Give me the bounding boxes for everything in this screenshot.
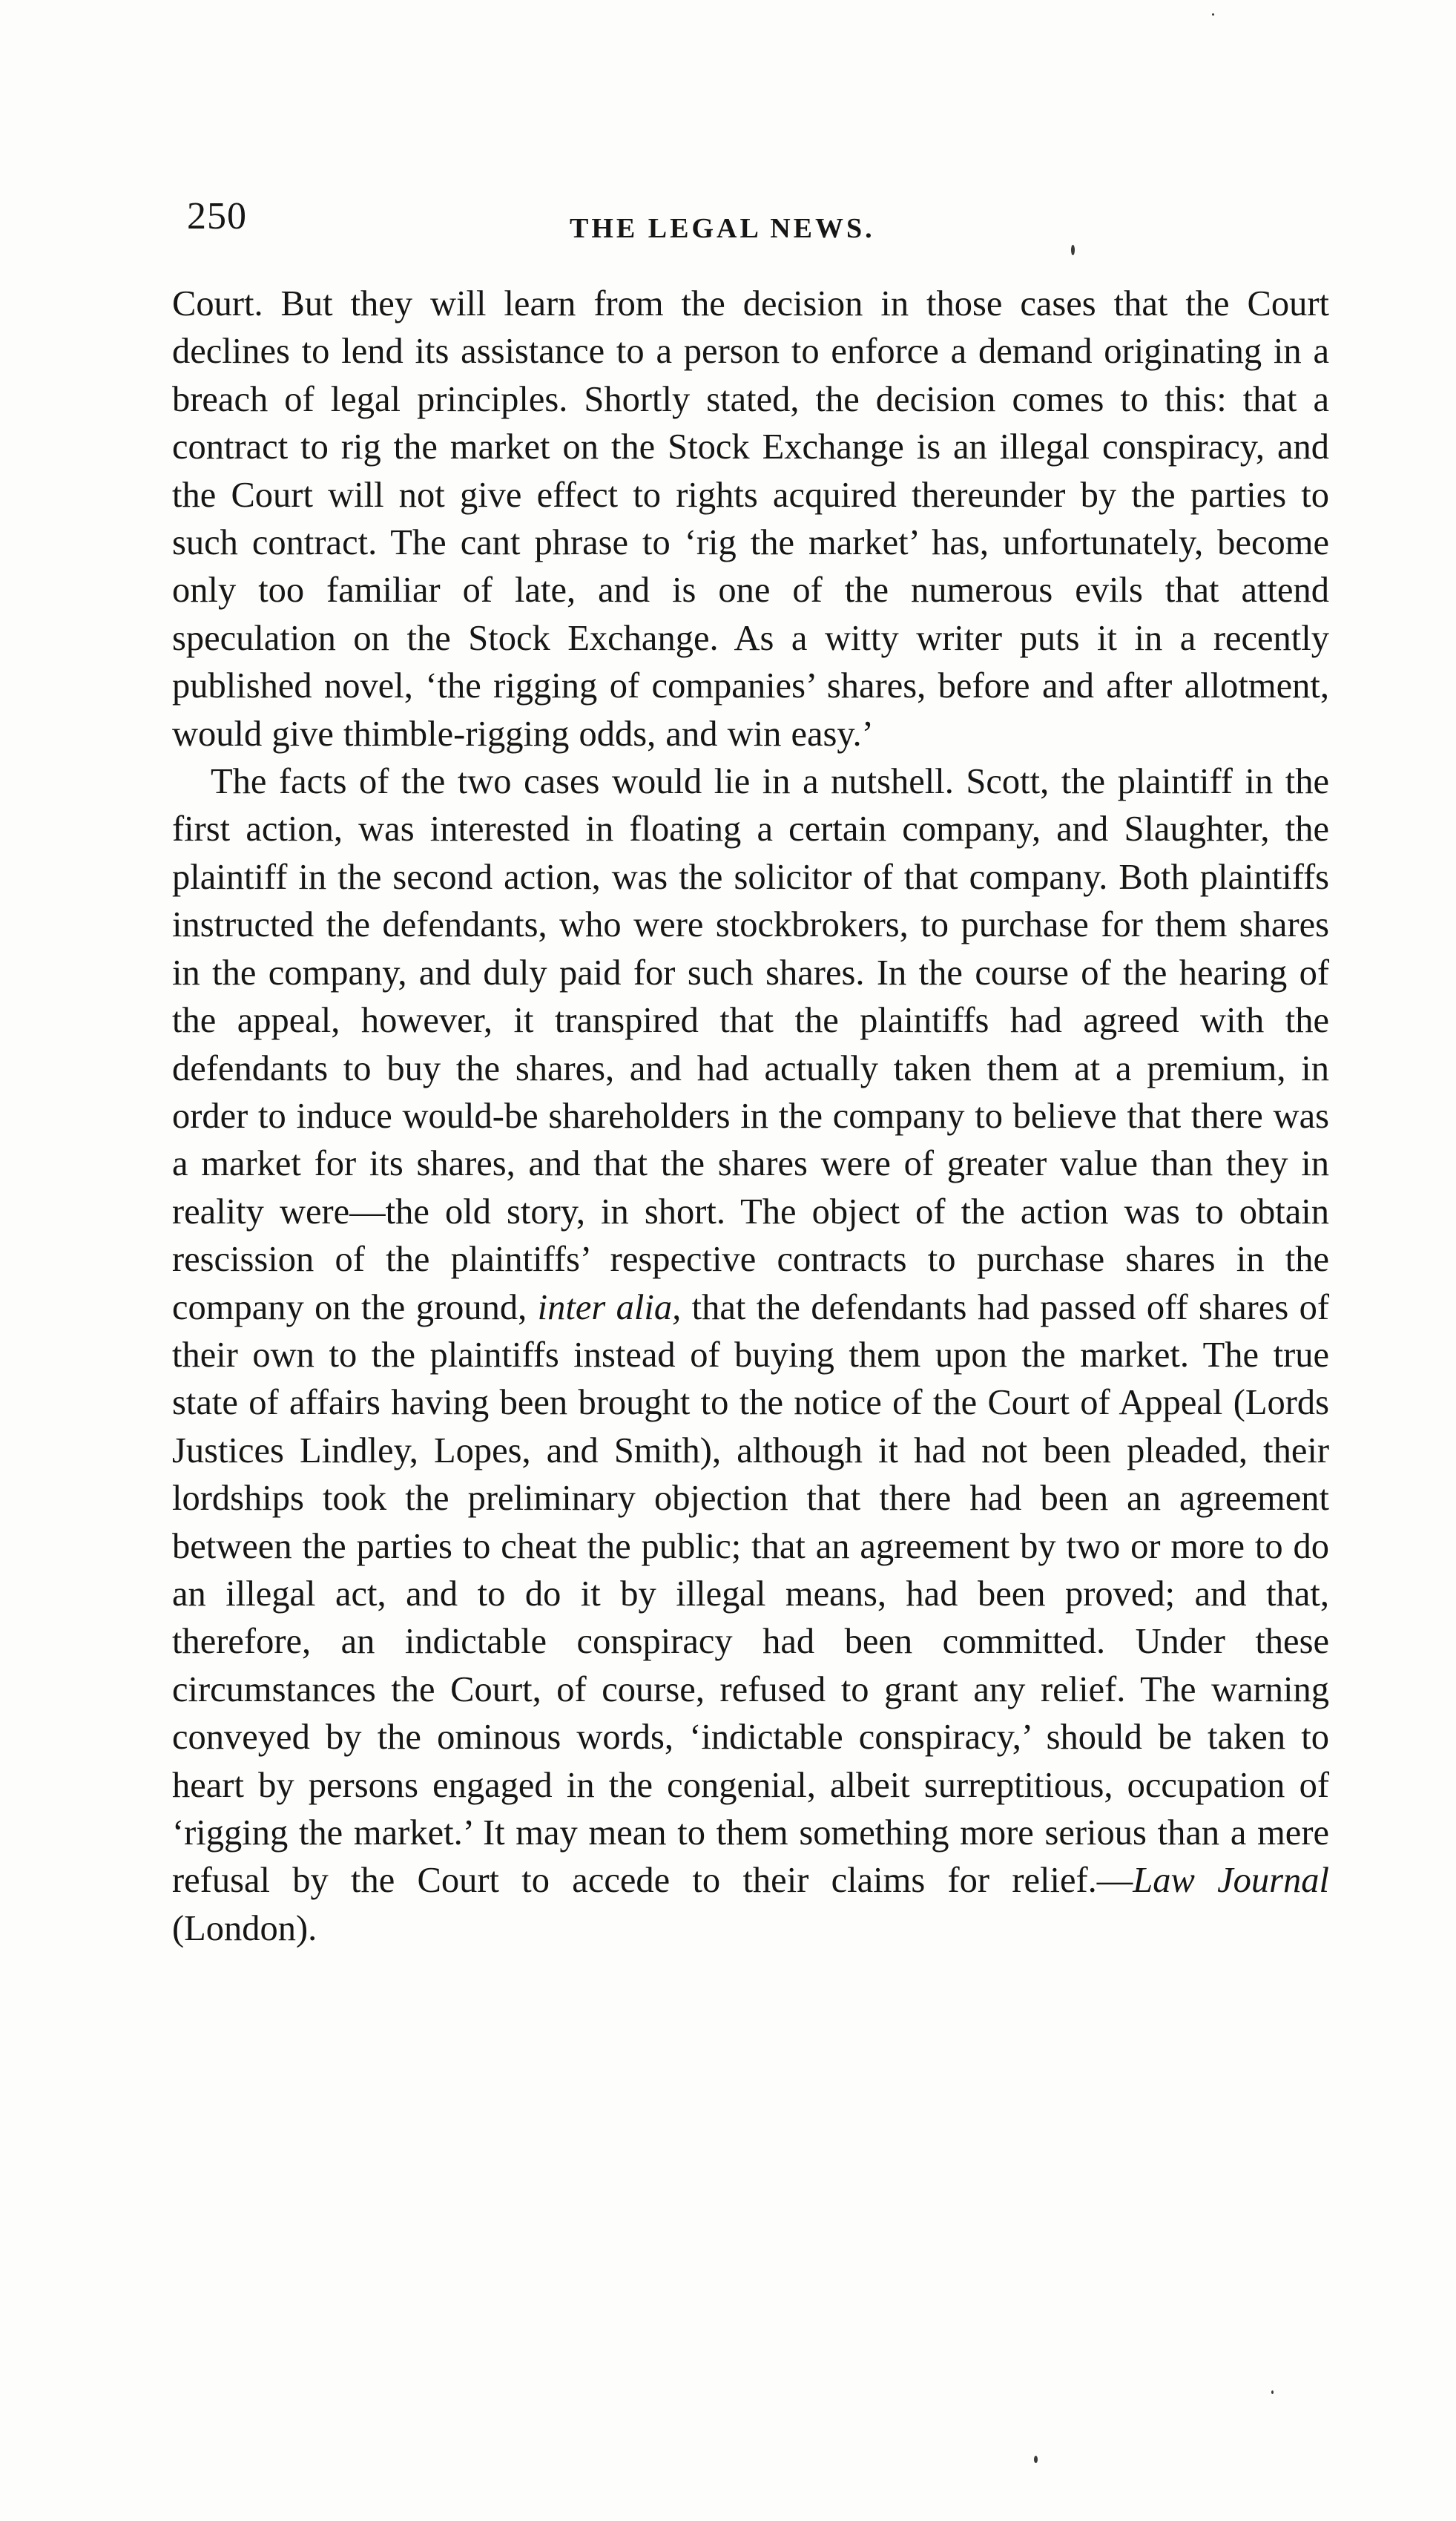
- running-title: THE LEGAL NEWS.: [570, 213, 875, 244]
- ink-speck: [1071, 245, 1075, 255]
- paragraph-2-text-part-2: that the defendants had passed off shares of their own to the plaintiffs instead of buying them upon the market. The true state of affairs having been brought to the notice of the Court of Appeal (Lords Justices Lindley, Lopes, and Smith), although it had not been pleaded, their lordships took the preliminary objection that there had been an agreement between the parties to cheat the public; that an agreement by two or more to do an illegal act, and to do it by illegal means, had been proved; and that, therefore, an indictable conspiracy had been committed. Under these circumstances the Court, of course, refused to grant any relief. The warning conveyed by the ominous words, ‘indictable conspiracy,’ should be taken to heart by persons engaged in the congenial, albeit surreptitious, occupation of ‘rigging the market.’ It may mean to them something more serious than a mere refusal by the Court to accede to their claims for relief.—: [172, 1287, 1329, 1901]
- article-body: [172, 280, 1329, 1953]
- source-location: (London).: [172, 1908, 317, 1948]
- paragraph-1-text: Court. But they will learn from the decision in those cases that the Court declines to lend its assistance to a person to enforce a demand originating in a breach of legal principles. Shortly stated, the decision comes to this: that a contract to rig the market on the Stock Exchange is an illegal conspiracy, and the Court will not give effect to rights acquired thereunder by the parties to such contract. The cant phrase to ‘rig the market’ has, unfortunately, become only too familiar of late, and is one of the numerous evils that attend speculation on the Stock Exchange. As a witty writer puts it in a recently published novel, ‘the rigging of companies’ shares, before and after allotment, would give thimble-rigging odds, and win easy.’: [172, 284, 1329, 754]
- paragraph-2-text-part-1: The facts of the two cases would lie in a nutshell. Scott, the plaintiff in the first action, was interested in floating a certain company, and Slaughter, the plaintiff in the second action, was the solicitor of that company. Both plaintiffs instructed the defendants, who were stockbrokers, to purchase for them shares in the company, and duly paid for such shares. In the course of the hearing of the appeal, however, it transpired that the plaintiffs had agreed with the defendants to buy the shares, and had actually taken them at a premium, in order to induce would-be shareholders in the company to believe that there was a market for its shares, and that the shares were of greater value than they in reality were—the old story, in short. The object of the action was to obtain rescission of the plaintiffs’ respective contracts to purchase shares in the company on the ground,: [172, 762, 1329, 1327]
- source-publication: Law Journal: [1133, 1861, 1329, 1901]
- latin-phrase-inter-alia: inter alia,: [537, 1287, 682, 1327]
- ink-speck: [1271, 2390, 1274, 2394]
- ink-speck: [1212, 13, 1214, 16]
- ink-speck: [1034, 2456, 1038, 2463]
- paragraph-facts: [172, 758, 1329, 1953]
- paragraph-continuation: [172, 280, 1329, 758]
- page-number: 250: [187, 195, 247, 237]
- page-header: [187, 194, 1329, 254]
